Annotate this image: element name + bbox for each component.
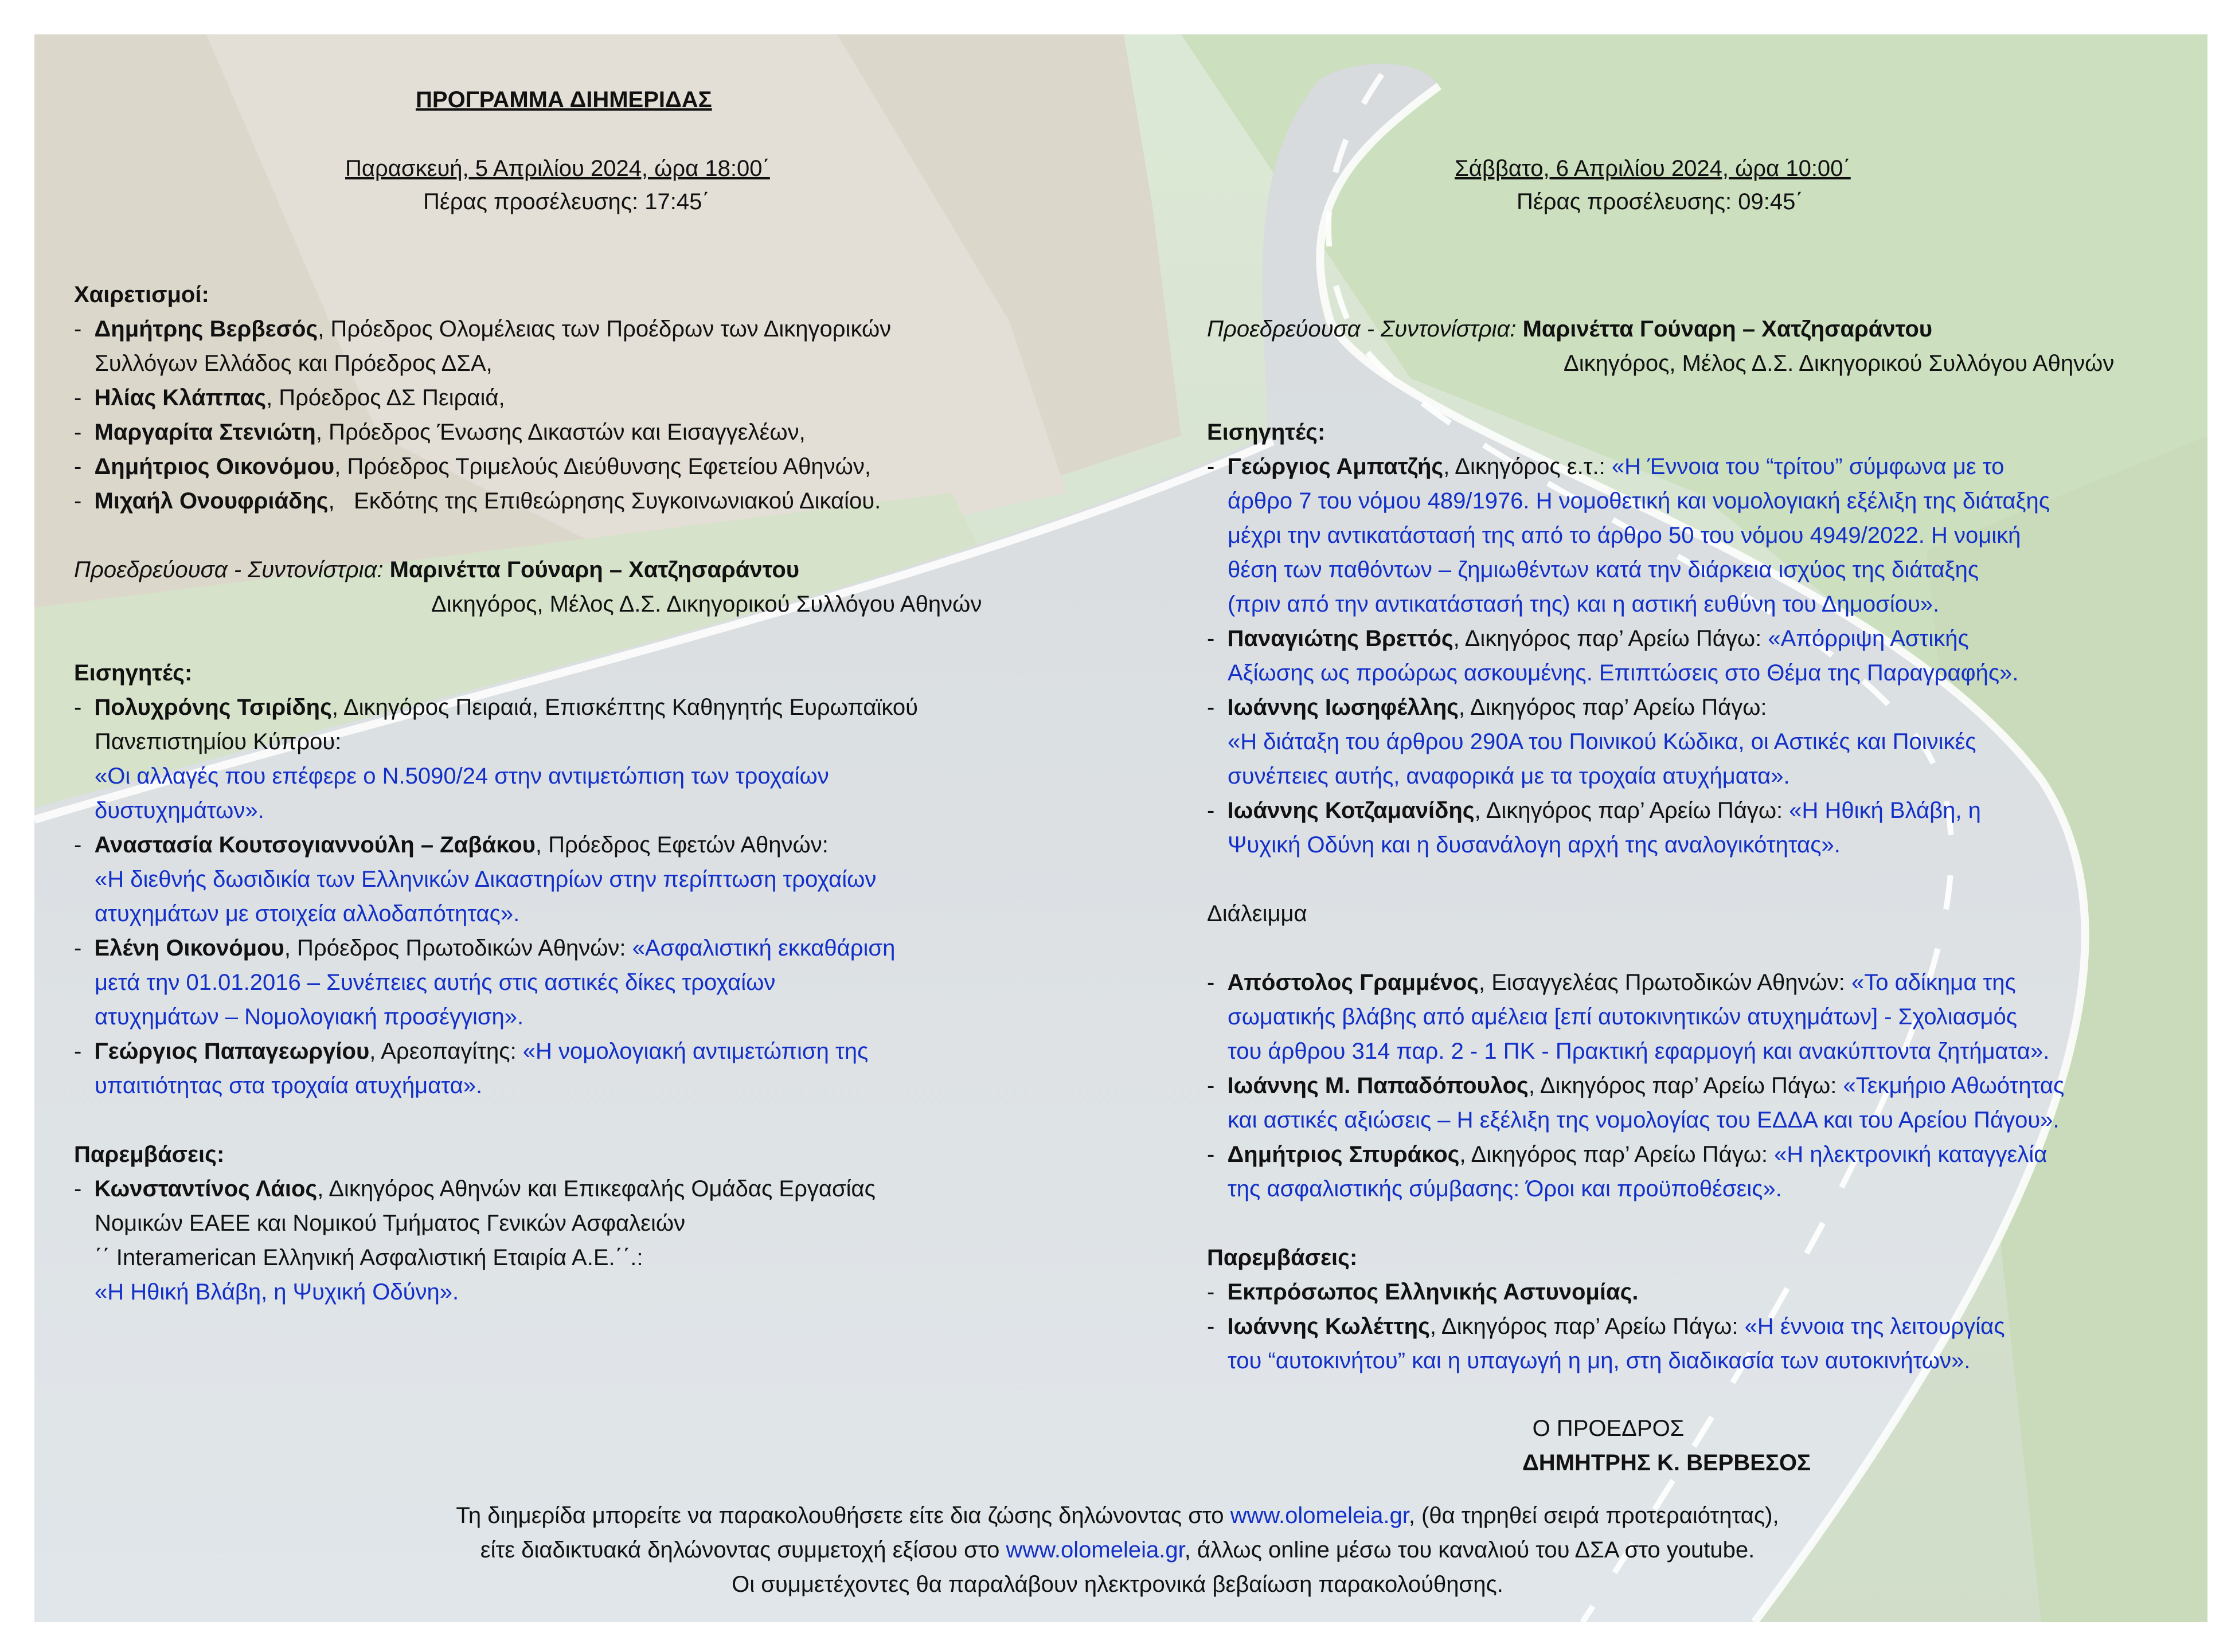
talk-topic: «Η διεθνής δωσιδικία των Ελληνικών Δικαστηρίων στην περίπτωση τροχαίων	[95, 867, 877, 892]
talk-topic: «Η Έννοια του “τρίτου” σύμφωνα με το	[1611, 454, 2005, 479]
talk-topic: ατυχημάτων με στοιχεία αλλοδαπότητας».	[95, 901, 520, 926]
list-item: - Παναγιώτης Βρεττός, Δικηγόρος παρ’ Αρείω Πάγω: «Απόρριψη Αστικής	[1207, 626, 1969, 651]
person-role: , Πρόεδρος Τριμελούς Διεύθυνσης Εφετείου Αθηνών,	[334, 454, 872, 479]
day2-arrival: Πέρας προσέλευσης: 09:45΄	[1517, 189, 1803, 214]
person-role: , Δικηγόρος παρ’ Αρείω Πάγω:	[1458, 695, 1767, 720]
day2-date: Σάββατο, 6 Απριλίου 2024, ώρα 10:00΄	[1455, 156, 1851, 181]
talk-topic: δυστυχημάτων».	[95, 798, 264, 823]
list-item: - Γεώργιος Αμπατζής, Δικηγόρος ε.τ.: «Η Έννοια του “τρίτου” σύμφωνα με το	[1207, 454, 2005, 479]
list-item: - Ιωάννης Κωλέττης, Δικηγόρος παρ’ Αρείω Πάγω: «Η έννοια της λειτουργίας	[1207, 1314, 2005, 1339]
person-role: , Πρόεδρος Εφετών Αθηνών:	[535, 832, 829, 858]
footer-line-2	[0, 1533, 2235, 1567]
list-item: - Ιωάννης Κοτζαμανίδης, Δικηγόρος παρ’ Αρείω Πάγω: «Η Ηθική Βλάβη, η	[1207, 798, 1981, 823]
talk-topic: μετά την 01.01.2016 – Συνέπειες αυτής στις αστικές δίκες τροχαίων	[95, 970, 776, 995]
list-item: - Μιχαήλ Ονουφριάδης, Εκδότης της Επιθεώρησης Συγκοινωνιακού Δικαίου.	[74, 488, 881, 514]
day2-speakers	[1207, 415, 2216, 862]
list-item-cont: ΄΄ Interamerican Ελληνική Ασφαλιστική Εταιρία Α.Ε.΄΄.:	[95, 1245, 643, 1270]
footer-text: είτε διαδικτυακά δηλώνοντας συμμετοχή εξίσου στο	[480, 1537, 1006, 1563]
talk-topic: συνέπειες αυτής, αναφορικά με τα τροχαία ατυχήματα».	[1228, 764, 1790, 789]
list-item: - Εκπρόσωπος Ελληνικής Αστυνομίας.	[1207, 1279, 1639, 1305]
person-name: Δημήτριος Σπυράκος	[1227, 1142, 1460, 1167]
talk-topic: ατυχημάτων – Νομολογιακή προσέγγιση».	[95, 1004, 524, 1029]
person-name: Αναστασία Κουτσογιαννούλη – Ζαβάκου	[94, 832, 536, 858]
chair-label: Προεδρεύουσα - Συντονίστρια:	[74, 557, 384, 582]
person-name: Απόστολος Γραμμένος	[1227, 970, 1479, 995]
day1-date: Παρασκευή, 5 Απριλίου 2024, ώρα 18:00΄	[345, 156, 770, 181]
person-name: Πολυχρόνης Τσιρίδης	[94, 695, 332, 720]
talk-topic: «Η νομολογιακή αντιμετώπιση της	[522, 1039, 869, 1064]
person-role: , Εισαγγελέας Πρωτοδικών Αθηνών:	[1478, 970, 1851, 995]
person-name: Γεώργιος Αμπατζής	[1227, 454, 1444, 479]
footer-text: Τη διημερίδα μπορείτε να παρακολουθήσετε είτε δια ζώσης δηλώνοντας στο	[456, 1503, 1230, 1528]
person-name: Γεώργιος Παπαγεωργίου	[94, 1039, 370, 1064]
speakers-heading: Εισηγητές:	[74, 660, 193, 686]
talk-topic: Αξίωσης ως προώρως ασκουμένης. Επιπτώσεις στο Θέμα της Παραγραφής».	[1228, 660, 2019, 686]
footer-line-3: Οι συμμετέχοντες θα παραλάβουν ηλεκτρονικά βεβαίωση παρακολούθησης.	[732, 1572, 1503, 1597]
talk-topic: «Η Ηθική Βλάβη, η Ψυχική Οδύνη».	[95, 1279, 459, 1305]
program-title: ΠΡΟΓΡΑΜΜΑ ΔΙΗΜΕΡΙΔΑΣ	[416, 87, 712, 112]
person-name: Ηλίας Κλάππας	[94, 385, 267, 410]
day1-chair	[74, 553, 799, 587]
greetings-list	[74, 312, 1106, 518]
interventions-heading: Παρεμβάσεις:	[74, 1142, 225, 1167]
talk-topic: άρθρο 7 του νόμου 489/1976. Η νομοθετική και νομολογιακή εξέλιξη της διάταξης	[1228, 488, 2050, 514]
person-role: , Δικηγόρος παρ’ Αρείω Πάγω:	[1474, 798, 1789, 823]
list-item: - Ελένη Οικονόμου, Πρόεδρος Πρωτοδικών Αθηνών: «Ασφαλιστική εκκαθάριση	[74, 935, 896, 961]
list-item-cont: Συλλόγων Ελλάδος και Πρόεδρος ΔΣΑ,	[95, 351, 493, 376]
person-role: , Πρόεδρος ΔΣ Πειραιά,	[266, 385, 505, 410]
person-name: Κωνσταντίνος Λάιος	[94, 1176, 318, 1201]
list-item-cont: Νομικών ΕΑΕΕ και Νομικού Τμήματος Γενικών Ασφαλειών	[95, 1211, 686, 1236]
list-item: - Δημήτρης Βερβεσός, Πρόεδρος Ολομέλειας των Προέδρων των Δικηγορικών	[74, 316, 892, 342]
signature-name: ΔΗΜΗΤΡΗΣ Κ. ΒΕΡΒΕΣΟΣ	[1522, 1450, 1811, 1475]
person-name: Μαργαρίτα Στενιώτη	[94, 420, 316, 445]
talk-topic: «Η ηλεκτρονική καταγγελία	[1774, 1142, 2048, 1167]
talk-topic: «Η έννοια της λειτουργίας	[1744, 1314, 2005, 1339]
person-name: Παναγιώτης Βρεττός	[1227, 626, 1453, 651]
footer-text: , (θα τηρηθεί σειρά προτεραιότητας),	[1408, 1503, 1779, 1528]
talk-topic: της ασφαλιστικής σύμβασης: Όροι και προϋποθέσεις».	[1228, 1176, 1782, 1201]
person-role: , Πρόεδρος Ολομέλειας των Προέδρων των Δικηγορικών	[318, 316, 892, 342]
chair-name: Μαρινέττα Γούναρη – Χατζησαράντου	[1522, 316, 1933, 342]
talk-topic: «Απόρριψη Αστικής	[1768, 626, 1969, 651]
speakers-heading: Εισηγητές:	[1207, 420, 1326, 445]
day1-greetings	[74, 277, 1106, 312]
day2-interventions	[1207, 1240, 2216, 1378]
day1-chair-role: Δικηγόρος, Μέλος Δ.Σ. Δικηγορικού Συλλόγου Αθηνών	[431, 592, 982, 617]
break-label: Διάλειμμα	[1207, 901, 1307, 926]
interventions-heading: Παρεμβάσεις:	[1207, 1245, 1358, 1270]
footer-line-1	[0, 1498, 2235, 1533]
talk-topic: σωματικής βλάβης από αμέλεια [επί αυτοκινητικών ατυχημάτων] - Σχολιασμός	[1228, 1004, 2018, 1029]
talk-topic: (πριν από την αντικατάστασή της) και η αστική ευθύνη του Δημοσίου».	[1228, 592, 1940, 617]
person-role: , Δικηγόρος Πειραιά, Επισκέπτης Καθηγητής Ευρωπαϊκού	[331, 695, 918, 720]
footer-text: , άλλως online μέσω του καναλιού του ΔΣΑ στο youtube.	[1184, 1537, 1755, 1563]
talk-topic: «Το αδίκημα της	[1851, 970, 2016, 995]
person-role: , Δικηγόρος ε.τ.:	[1443, 454, 1612, 479]
talk-topic: «Τεκμήριο Αθωότητας	[1843, 1073, 2065, 1098]
person-role: , Δικηγόρος παρ’ Αρείω Πάγω:	[1528, 1073, 1843, 1098]
talk-topic: «Ασφαλιστική εκκαθάριση	[632, 935, 896, 961]
talk-topic: Ψυχική Οδύνη και η δυσανάλογη αρχή της αναλογικότητας».	[1228, 832, 1841, 858]
list-item: - Ιωάννης Ιωσηφέλλης, Δικηγόρος παρ’ Αρείω Πάγω:	[1207, 695, 1767, 720]
person-role: , Δικηγόρος παρ’ Αρείω Πάγω:	[1453, 626, 1768, 651]
person-name: Ιωάννης Κωλέττης	[1227, 1314, 1430, 1339]
person-role: , Αρεοπαγίτης:	[369, 1039, 523, 1064]
person-role: , Εκδότης της Επιθεώρησης Συγκοινωνιακού Δικαίου.	[328, 488, 881, 514]
person-role: , Πρόεδρος Πρωτοδικών Αθηνών:	[284, 935, 632, 961]
person-role: , Πρόεδρος Ένωσης Δικαστών και Εισαγγελέων,	[315, 420, 806, 445]
person-role: , Δικηγόρος παρ’ Αρείω Πάγω:	[1429, 1314, 1745, 1339]
day2-chair-role: Δικηγόρος, Μέλος Δ.Σ. Δικηγορικού Συλλόγου Αθηνών	[1564, 351, 2115, 376]
person-name: Εκπρόσωπος Ελληνικής Αστυνομίας.	[1227, 1279, 1639, 1305]
talk-topic: υπαιτιότητας στα τροχαία ατυχήματα».	[95, 1073, 483, 1098]
talk-topic: «Η Ηθική Βλάβη, η	[1789, 798, 1981, 823]
list-item: - Μαργαρίτα Στενιώτη, Πρόεδρος Ένωσης Δικαστών και Εισαγγελέων,	[74, 420, 806, 445]
talk-topic: θέση των παθόντων – ζημιωθέντων κατά την διάρκεια ισχύος της διάταξης	[1228, 557, 1979, 582]
talk-topic: «Οι αλλαγές που επέφερε ο Ν.5090/24 στην αντιμετώπιση των τροχαίων	[95, 764, 829, 789]
list-item: - Ιωάννης Μ. Παπαδόπουλος, Δικηγόρος παρ’ Αρείω Πάγω: «Τεκμήριο Αθωότητας	[1207, 1073, 2065, 1098]
talk-topic: «Η διάταξη του άρθρου 290Α του Ποινικού Κώδικα, οι Αστικές και Ποινικές	[1228, 729, 1976, 754]
list-item: - Δημήτριος Σπυράκος, Δικηγόρος παρ’ Αρείω Πάγω: «Η ηλεκτρονική καταγγελία	[1207, 1142, 2048, 1167]
person-name: Δημήτρης Βερβεσός	[94, 316, 318, 342]
talk-topic: και αστικές αξιώσεις – Η εξέλιξη της νομολογίας του ΕΔΔΑ και του Αρείου Πάγου».	[1228, 1107, 2060, 1133]
list-item: - Δημήτριος Οικονόμου, Πρόεδρος Τριμελούς Διεύθυνσης Εφετείου Αθηνών,	[74, 454, 872, 479]
person-name: Ελένη Οικονόμου	[94, 935, 284, 961]
greetings-heading: Χαιρετισμοί:	[74, 282, 209, 307]
list-item: - Απόστολος Γραμμένος, Εισαγγελέας Πρωτοδικών Αθηνών: «Το αδίκημα της	[1207, 970, 2016, 995]
person-role: , Δικηγόρος Αθηνών και Επικεφαλής Ομάδας Εργασίας	[317, 1176, 876, 1201]
day2-chair	[1207, 312, 1932, 346]
signature-title: Ο ΠΡΟΕΔΡΟΣ	[1532, 1416, 1685, 1441]
olomeleia-link[interactable]: www.olomeleia.gr	[1230, 1503, 1409, 1528]
talk-topic: μέχρι την αντικατάστασή της από το άρθρο 50 του νόμου 4949/2022. Η νομική	[1228, 523, 2021, 548]
person-name: Ιωάννης Ιωσηφέλλης	[1227, 695, 1459, 720]
list-item: - Κωνσταντίνος Λάιος, Δικηγόρος Αθηνών και Επικεφαλής Ομάδας Εργασίας	[74, 1176, 876, 1201]
talk-topic: του “αυτοκινήτου” και η υπαγωγή η μη, στη διαδικασία των αυτοκινήτων».	[1228, 1348, 1971, 1373]
talk-topic: του άρθρου 314 παρ. 2 - 1 ΠΚ - Πρακτική εφαρμογή και ανακύπτοντα ζητήματα».	[1228, 1039, 2050, 1064]
list-item: - Αναστασία Κουτσογιαννούλη – Ζαβάκου, Πρόεδρος Εφετών Αθηνών:	[74, 832, 829, 858]
person-name: Μιχαήλ Ονουφριάδης	[94, 488, 329, 514]
chair-name: Μαρινέττα Γούναρη – Χατζησαράντου	[389, 557, 800, 582]
person-name: Ιωάννης Κοτζαμανίδης	[1227, 798, 1475, 823]
day1-speakers	[74, 656, 1106, 1103]
list-item: - Πολυχρόνης Τσιρίδης, Δικηγόρος Πειραιά, Επισκέπτης Καθηγητής Ευρωπαϊκού	[74, 695, 918, 720]
list-item: - Ηλίας Κλάππας, Πρόεδρος ΔΣ Πειραιά,	[74, 385, 505, 410]
day2-speakers-2	[1207, 965, 2216, 1206]
person-role: , Δικηγόρος παρ’ Αρείω Πάγω:	[1459, 1142, 1775, 1167]
list-item: - Γεώργιος Παπαγεωργίου, Αρεοπαγίτης: «Η νομολογιακή αντιμετώπιση της	[74, 1039, 869, 1064]
chair-label: Προεδρεύουσα - Συντονίστρια:	[1207, 316, 1517, 342]
person-name: Ιωάννης Μ. Παπαδόπουλος	[1227, 1073, 1529, 1098]
olomeleia-link[interactable]: www.olomeleia.gr	[1006, 1537, 1185, 1563]
day1-arrival: Πέρας προσέλευσης: 17:45΄	[423, 189, 710, 214]
day1-interventions	[74, 1137, 1106, 1309]
list-item-cont: Πανεπιστημίου Κύπρου:	[95, 729, 342, 754]
person-name: Δημήτριος Οικονόμου	[94, 454, 335, 479]
